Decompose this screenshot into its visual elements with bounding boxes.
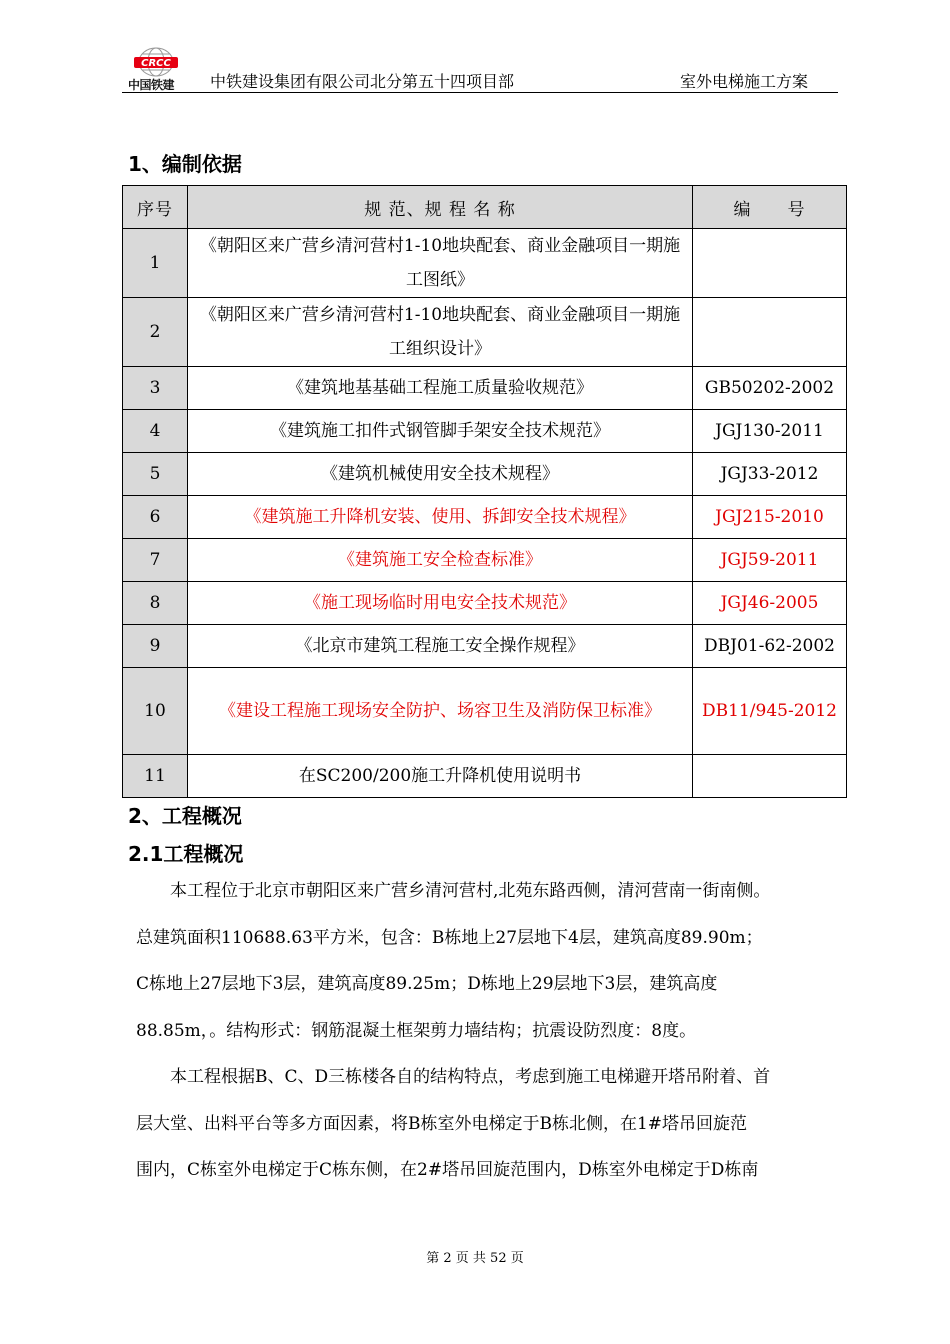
paragraph-line: 本工程位于北京市朝阳区来广营乡清河营村,北苑东路西侧，清河营南一街南侧。: [136, 881, 771, 901]
row-name: 《建设工程施工现场安全防护、场容卫生及消防保卫标准》: [188, 668, 693, 755]
paragraph-line: 围内，C栋室外电梯定于C栋东侧，在2#塔吊回旋范围内，D栋室外电梯定于D栋南: [136, 1160, 759, 1180]
header-company: 中铁建设集团有限公司北分第五十四项目部: [210, 72, 515, 91]
row-name: 《施工现场临时用电安全技术规范》: [188, 582, 693, 625]
section-2-heading: 2、工程概况: [128, 804, 242, 828]
row-name: 《建筑地基基础工程施工质量验收规范》: [188, 367, 693, 410]
row-number: 2: [123, 298, 188, 367]
header-code: 编 号: [693, 186, 847, 229]
row-number: 10: [123, 668, 188, 755]
row-code: JGJ215-2010: [693, 496, 847, 539]
row-number: 3: [123, 367, 188, 410]
paragraph-line: 88.85m，。结构形式：钢筋混凝土框架剪力墙结构；抗震设防烈度：8度。: [136, 1020, 697, 1041]
paragraph-line: 本工程根据B、C、D三栋楼各自的结构特点，考虑到施工电梯避开塔吊附着、首: [136, 1067, 771, 1087]
row-number: 4: [123, 410, 188, 453]
header-doc-title: 室外电梯施工方案: [679, 72, 808, 91]
row-code: [693, 755, 847, 798]
row-number: 6: [123, 496, 188, 539]
row-number: 11: [123, 755, 188, 798]
row-code: JGJ33-2012: [693, 453, 847, 496]
table-row: [123, 410, 847, 453]
page-header: [122, 40, 838, 93]
row-code: DBJ01-62-2002: [693, 625, 847, 668]
row-name: 《朝阳区来广营乡清河营村1-10地块配套、商业金融项目一期施工图纸》: [188, 229, 693, 298]
row-name: 《建筑机械使用安全技术规程》: [188, 453, 693, 496]
row-code: GB50202-2002: [693, 367, 847, 410]
row-code: DB11/945-2012: [693, 668, 847, 755]
row-number: 9: [123, 625, 188, 668]
row-name: 《建筑施工升降机安装、使用、拆卸安全技术规程》: [188, 496, 693, 539]
row-name: 在SC200/200施工升降机使用说明书: [188, 755, 693, 798]
row-code: [693, 229, 847, 298]
row-name: 《建筑施工安全检查标准》: [188, 539, 693, 582]
table-row: [123, 367, 847, 410]
section-1-heading: 1、编制依据: [128, 152, 242, 176]
table-row: [123, 229, 847, 298]
table-row: [123, 496, 847, 539]
row-code: [693, 298, 847, 367]
row-number: 1: [123, 229, 188, 298]
table-row: [123, 582, 847, 625]
header-name: 规 范、规 程 名 称: [188, 186, 693, 229]
table-row: [123, 625, 847, 668]
row-number: 7: [123, 539, 188, 582]
svg-text:CRCC: CRCC: [141, 58, 171, 69]
row-code: JGJ46-2005: [693, 582, 847, 625]
row-name: 《北京市建筑工程施工安全操作规程》: [188, 625, 693, 668]
paragraph-line: C栋地上27层地下3层，建筑高度89.25m；D栋地上29层地下3层，建筑高度: [136, 974, 718, 994]
paragraph-overview: [136, 868, 840, 1054]
table-row: [123, 453, 847, 496]
table-row: [123, 668, 847, 755]
table-row: [123, 539, 847, 582]
basis-table: [122, 185, 847, 798]
row-code: JGJ130-2011: [693, 410, 847, 453]
table-row: [123, 298, 847, 367]
row-number: 5: [123, 453, 188, 496]
paragraph-line: 层大堂、出料平台等多方面因素，将B栋室外电梯定于B栋北侧，在1#塔吊回旋范: [136, 1113, 748, 1134]
paragraph-elevator-location: [136, 1054, 840, 1194]
table-header-row: [123, 186, 847, 229]
row-code: JGJ59-2011: [693, 539, 847, 582]
header-no: 序号: [123, 186, 188, 229]
paragraph-line: 总建筑面积110688.63平方米，包含：B栋地上27层地下4层，建筑高度89.90m；: [136, 927, 763, 948]
row-name: 《朝阳区来广营乡清河营村1-10地块配套、商业金融项目一期施工组织设计》: [188, 298, 693, 367]
page-footer: 第 2 页 共 52 页: [426, 1251, 524, 1266]
row-name: 《建筑施工扣件式钢管脚手架安全技术规范》: [188, 410, 693, 453]
row-number: 8: [123, 582, 188, 625]
logo-text: 中国铁建: [128, 78, 175, 92]
table-row: [123, 755, 847, 798]
section-2-1-heading: 2.1工程概况: [128, 842, 244, 866]
